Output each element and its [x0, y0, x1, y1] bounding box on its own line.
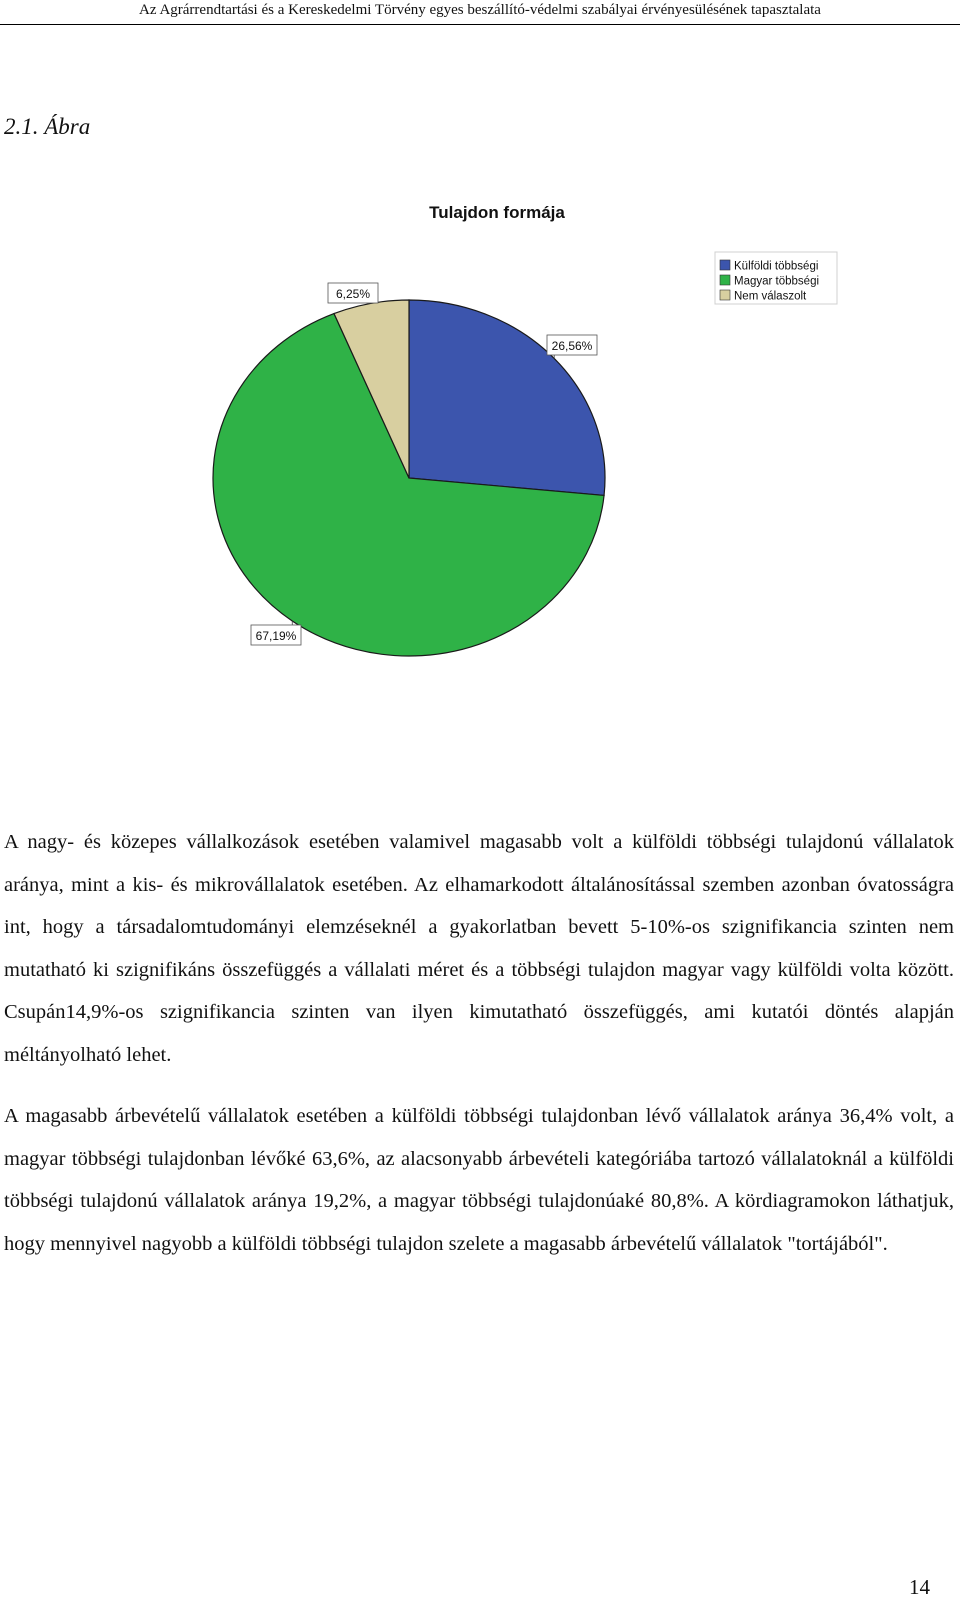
- running-header: Az Agrárrendtartási és a Kereskedelmi Törvény egyes beszállító-védelmi szabályai érvényesülésének tapasztalata: [139, 2, 821, 18]
- slice-label-2: 67,19%: [255, 629, 297, 643]
- pie-chart: [200, 190, 860, 680]
- body-text: [4, 821, 954, 1284]
- slice-label-1: 26,56%: [551, 339, 593, 353]
- body-paragraph-2: A magasabb árbevételű vállalatok esetében a külföldi többségi tulajdonban lévő vállalatok aránya 36,4% volt, a magyar többségi tulajdonban lévőké 63,6%, az alacsonyabb árbevételi kategóriába tartozó vállalatoknál a külföldi többségi tulajdonú vállalatok aránya 19,2%, a magyar többségi tulajdonúaké 80,8%. A kördiagramokon láthatjuk, hogy mennyivel nagyobb a külföldi többségi tulajdon szelete a magasabb árbevételű vállalatok "tortájából".: [4, 1105, 954, 1255]
- legend-swatch-2: [720, 275, 730, 285]
- legend-swatch-1: [720, 260, 730, 270]
- chart-legend: [715, 252, 837, 304]
- slice-label-3: 6,25%: [335, 287, 371, 301]
- pie-slice-1: [409, 300, 605, 495]
- legend-label-2: Magyar többségi: [734, 275, 820, 288]
- header-divider: [0, 24, 960, 25]
- page-number: 14: [909, 1575, 930, 1599]
- legend-label-3: Nem válaszolt: [734, 290, 807, 303]
- body-paragraph-1: A nagy- és közepes vállalkozások esetében valamivel magasabb volt a külföldi többségi tulajdonú vállalatok aránya, mint a kis- és mikrovállalatok esetében. Az elhamarkodott általánosítással szemben azonban óvatosságra int, hogy a társadalomtudományi elemzéseknél a gyakorlatban bevett 5-10%-os szignifikancia szinten nem mutatható ki szignifikáns összefüggés a vállalati méret és a többségi tulajdon magyar vagy külföldi volta között. Csupán14,9%-os szignifikancia szinten van ilyen kimutatható összefüggés, ami kutatói döntés alapján méltányolható lehet.: [4, 831, 954, 1066]
- figure-label: 2.1. Ábra: [4, 114, 91, 139]
- legend-label-1: Külföldi többségi: [734, 260, 819, 273]
- pie-slices: [213, 300, 605, 656]
- chart-title: Tulajdon formája: [429, 203, 565, 222]
- legend-swatch-3: [720, 290, 730, 300]
